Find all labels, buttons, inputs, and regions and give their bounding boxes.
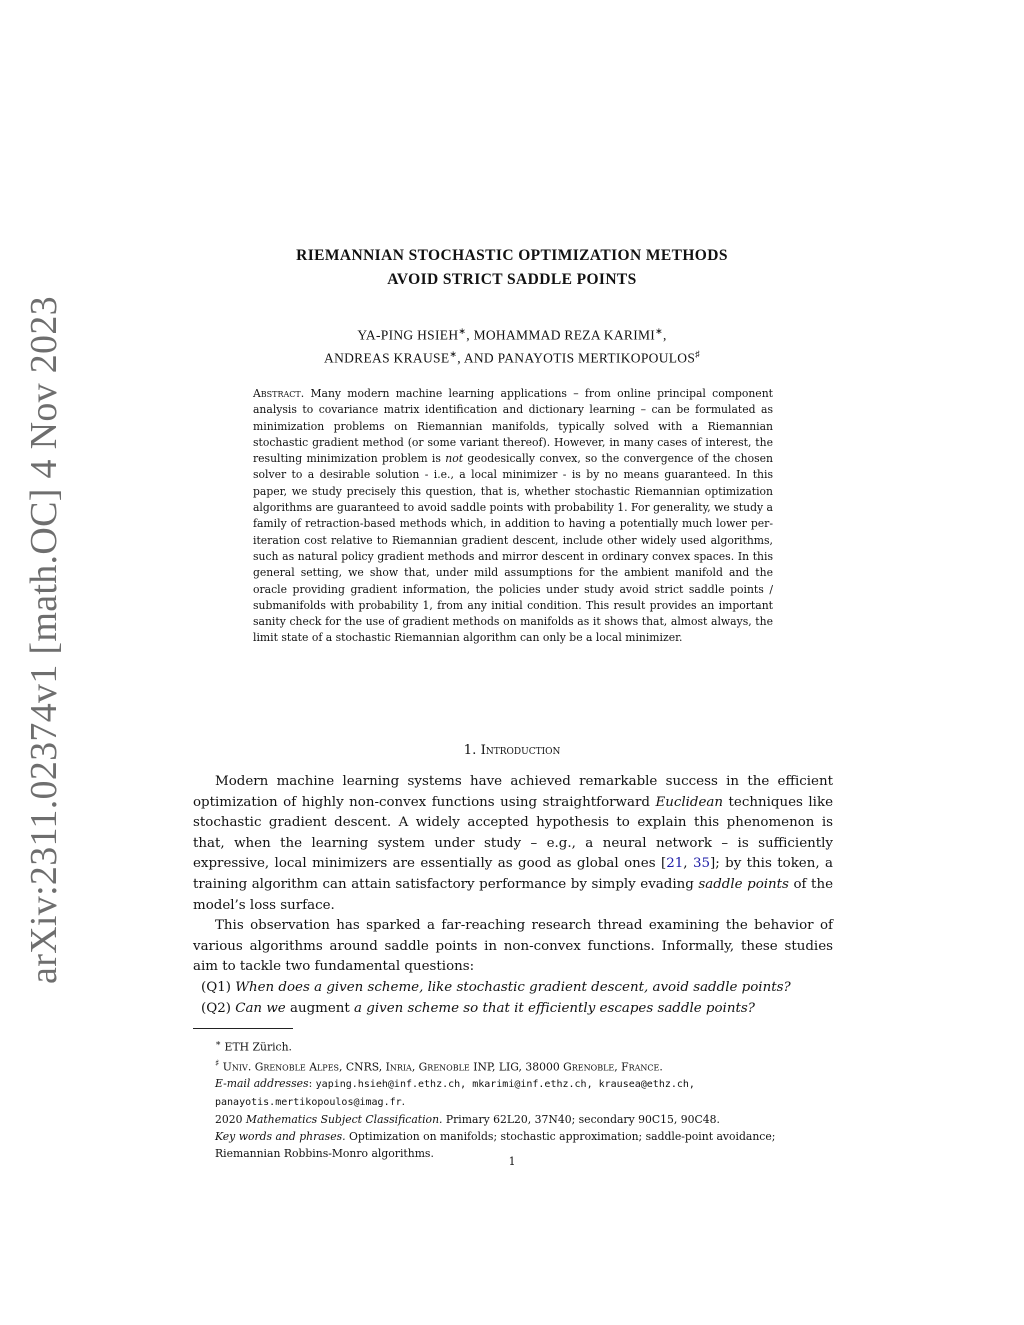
intro-paragraph: This observation has sparked a far-reaching research thread examining the behavior of various algorithms around saddle points in non-convex functions. Informally, these studies aim to tackle two fundamental questions: [193, 918, 833, 975]
title-line-2: AVOID STRICT SADDLE POINTS [387, 271, 637, 288]
arxiv-stamp [18, 296, 70, 984]
affil-mark: ∗ [458, 326, 467, 336]
abstract-text: geodesically convex, so the convergence of the chosen solver to a desirable solution - i.e., a local minimizer - is by no means guaranteed. In this paper, we study precisely this question, that is, whether stochastic Riemannian optimization algorithms are guaranteed to avoid saddle points with probability 1. For generality, we study a family of retraction-based methods which, in addition to having a potentially much lower per-iteration cost relative to Riemannian gradient descent, include other widely used algorithms, such as natural policy gradient methods and mirror descent in ordinary convex spaces. In this general setting, we show that, under mild assumptions for the ambient manifold and the oracle providing gradient information, the policies under study avoid strict saddle points / submanifolds with probability 1, from any initial condition. This result provides an important sanity check for the use of gradient methods on manifolds as it shows that, almost always, the limit state of a stochastic Riemannian algorithm can only be a local minimizer. [253, 452, 773, 645]
affil-mark: ∗ [449, 348, 458, 359]
affil-mark: ∗ [655, 326, 663, 336]
footnote-keywords: Key words and phrases. Optimization on manifolds; stochastic approximation; saddle-point avoidance; Riemannian Robbins-Monro algorithms. [215, 1130, 776, 1161]
arxiv-id: arXiv:2311.02374v1 [math.OC] 4 Nov 2023 [23, 296, 66, 984]
section-heading [200, 743, 824, 758]
title-line-1: RIEMANNIAN STOCHASTIC OPTIMIZATION METHODS [296, 247, 728, 264]
section-number: 1. [463, 743, 481, 758]
footnote-rule [193, 1028, 293, 1029]
question-q1: (Q1) When does a given scheme, like stochastic gradient descent, avoid saddle points? [201, 979, 791, 995]
footnote-grenoble: ♯ Univ. Grenoble Alpes, CNRS, Inria, Grenoble INP, LIG, 38000 Grenoble, France. [215, 1058, 663, 1074]
footnote-msc: 2020 Mathematics Subject Classification. Primary 62L20, 37N40; secondary 90C15, 90C48. [215, 1113, 720, 1127]
section-title: Introduction [480, 743, 561, 758]
abstract [253, 386, 773, 647]
footnote-eth: ∗ ETH Zürich. [215, 1039, 292, 1054]
intro-paragraph: Modern machine learning systems have achieved remarkable success in the efficient optimization of highly non-convex functions using straightforward Euclidean techniques like stochastic gradient descent. A widely accepted hypothesis to explain this phenomenon is that, when the learning system under study – e.g., a neural network – is sufficiently expressive, local minimizers are essentially as good as global ones [21, 35]; by this token, a training algorithm can attain satisfactory performance by simply evading saddle points of the model’s loss surface. [193, 774, 834, 913]
abstract-label: Abstract. [253, 387, 305, 400]
author-mertikopoulos: , AND PANAYOTIS MERTIKOPOULOS [457, 350, 696, 365]
affil-mark: ♯ [695, 348, 700, 359]
author-krause: ANDREAS KRAUSE [324, 350, 450, 365]
author-list [200, 322, 824, 367]
citation-link[interactable]: 35 [692, 856, 710, 872]
citation-link[interactable]: 21 [666, 856, 684, 872]
authors-line-2 [200, 345, 824, 368]
authors-line-1: YA-PING HSIEH∗, MOHAMMAD REZA KARIMI∗, [357, 326, 667, 343]
abstract-emphasis: not [445, 452, 464, 466]
footnotes [193, 1036, 838, 1162]
page-number: 1 [508, 1155, 516, 1168]
author-hsieh: YA-PING HSIEH [357, 327, 459, 343]
question-q2: (Q2) Can we augment a given scheme so that it efficiently escapes saddle points? [201, 1000, 755, 1016]
paper-title [200, 244, 824, 292]
footnote-emails: E-mail addresses: yaping.hsieh@inf.ethz.ch, mkarimi@inf.ethz.ch, krausea@ethz.ch, panayotis.mertikopoulos@imag.fr. [215, 1077, 695, 1109]
abstract-text: Many modern machine learning applications – from online principal component analysis to covariance matrix identification and dictionary learning – can be formulated as minimization problems on Riemannian manifolds, typically solved with a Riemannian stochastic gradient method (or some variant thereof). However, in many cases of interest, the resulting minimization problem is [253, 387, 773, 466]
introduction-body [193, 772, 833, 1019]
email-addresses[interactable]: yaping.hsieh@inf.ethz.ch, mkarimi@inf.ethz.ch, krausea@ethz.ch, panayotis.mertikopoulos@imag.fr [215, 1079, 695, 1109]
author-karimi: , MOHAMMAD REZA KARIMI [466, 327, 656, 343]
